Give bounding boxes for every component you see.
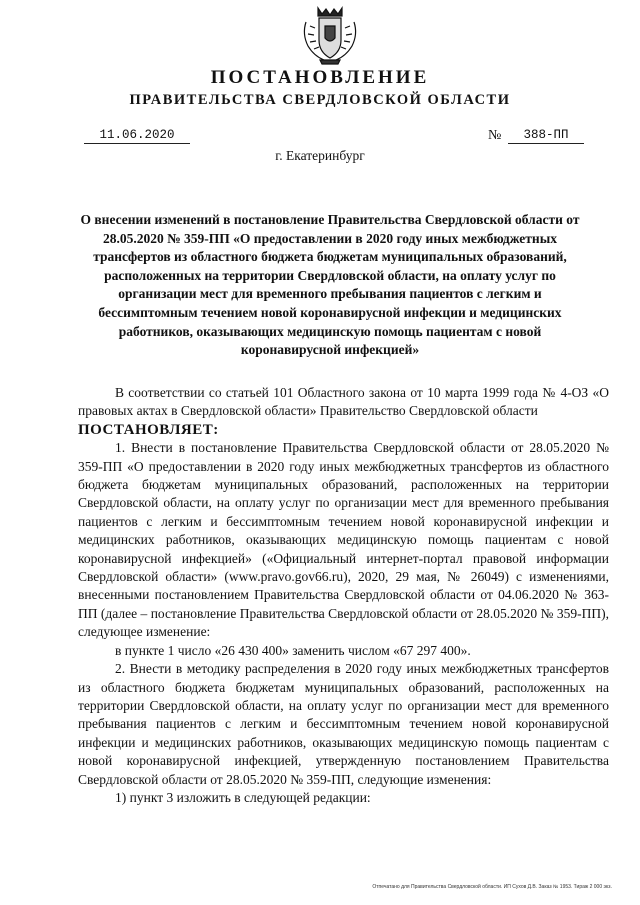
number-label: № <box>488 128 502 143</box>
document-date: 11.06.2020 <box>84 128 190 144</box>
print-footer: Отпечатано для Правительства Свердловской области. ИП Сухов Д.В. Заказ № 1953. Тираж 2 000 экз. <box>372 884 612 890</box>
item-2-subitem-1: 1) пункт 3 изложить в следующей редакции: <box>115 789 371 805</box>
document-title: ПОСТАНОВЛЕНИЕ <box>210 67 430 88</box>
preamble-paragraph: В соответствии со статьей 101 Областного закона от 10 марта 1999 года № 4-ОЗ «О правовых актах в Свердловской области» Правительство Свердловской области <box>78 385 609 419</box>
document-number: 388-ПП <box>508 128 584 144</box>
document-body <box>78 384 609 807</box>
item-2-paragraph: 2. Внести в методику распределения в 2020 году иных межбюджетных трансфертов из областного бюджета бюджетам муниципальных образований, расположенных на территории Свердловской области, на оплату услуг по организации мест для временного пребывания пациентов с легким и бессимптомным течением новой коронавирусной инфекции и медицинских работников, оказывающих медицинскую помощь пациентам с новой коронавирусной инфекцией, утвержденную постановлением Правительства Свердловской области от 28.05.2020 № 359-ПП, следующие изменения: <box>78 661 609 787</box>
document-heading: О внесении изменений в постановление Правительства Свердловской области от 28.05.2020 № 359-ПП «О предоставлении в 2020 году иных межбюджетных трансфертов из областного бюджета бюджетам муниципальных образований, расположенных на территории Свердловской области, на оплату услуг по организации мест для временного пребывания пациентов с легким и бессимптомным течением новой коронавирусной инфекции и медицинских работников, оказывающих медицинскую помощь пациентам с новой коронавирусной инфекцией» <box>80 212 580 358</box>
item-1-paragraph: 1. Внести в постановление Правительства Свердловской области от 28.05.2020 № 359-ПП «О предоставлении в 2020 году иных межбюджетных трансфертов из областного бюджета бюджетам муниципальных образований, расположенных на территории Свердловской области, на оплату услуг по организации мест для временного пребывания пациентов с легким и бессимптомным течением новой коронавирусной инфекции и медицинских работников, оказывающих медицинскую помощь пациентам с новой коронавирусной инфекцией» («Официальный интернет-портал правовой информации Свердловской области» (www.pravo.gov66.ru), 2020, 29 мая, № 26049) с изменениями, внесенными постановлением Правительства Свердловской области от 04.06.2020 № 363-ПП (далее – постановление Правительства Свердловской области от 28.05.2020 № 359-ПП), следующее изменение: <box>78 440 609 640</box>
coat-of-arms-emblem <box>298 4 362 66</box>
item-1-change: в пункте 1 число «26 430 400» заменить числом «67 297 400». <box>115 642 471 658</box>
document-subtitle: ПРАВИТЕЛЬСТВА СВЕРДЛОВСКОЙ ОБЛАСТИ <box>129 92 511 108</box>
city: г. Екатеринбург <box>275 148 365 163</box>
decree-word: ПОСТАНОВЛЯЕТ: <box>78 421 219 438</box>
